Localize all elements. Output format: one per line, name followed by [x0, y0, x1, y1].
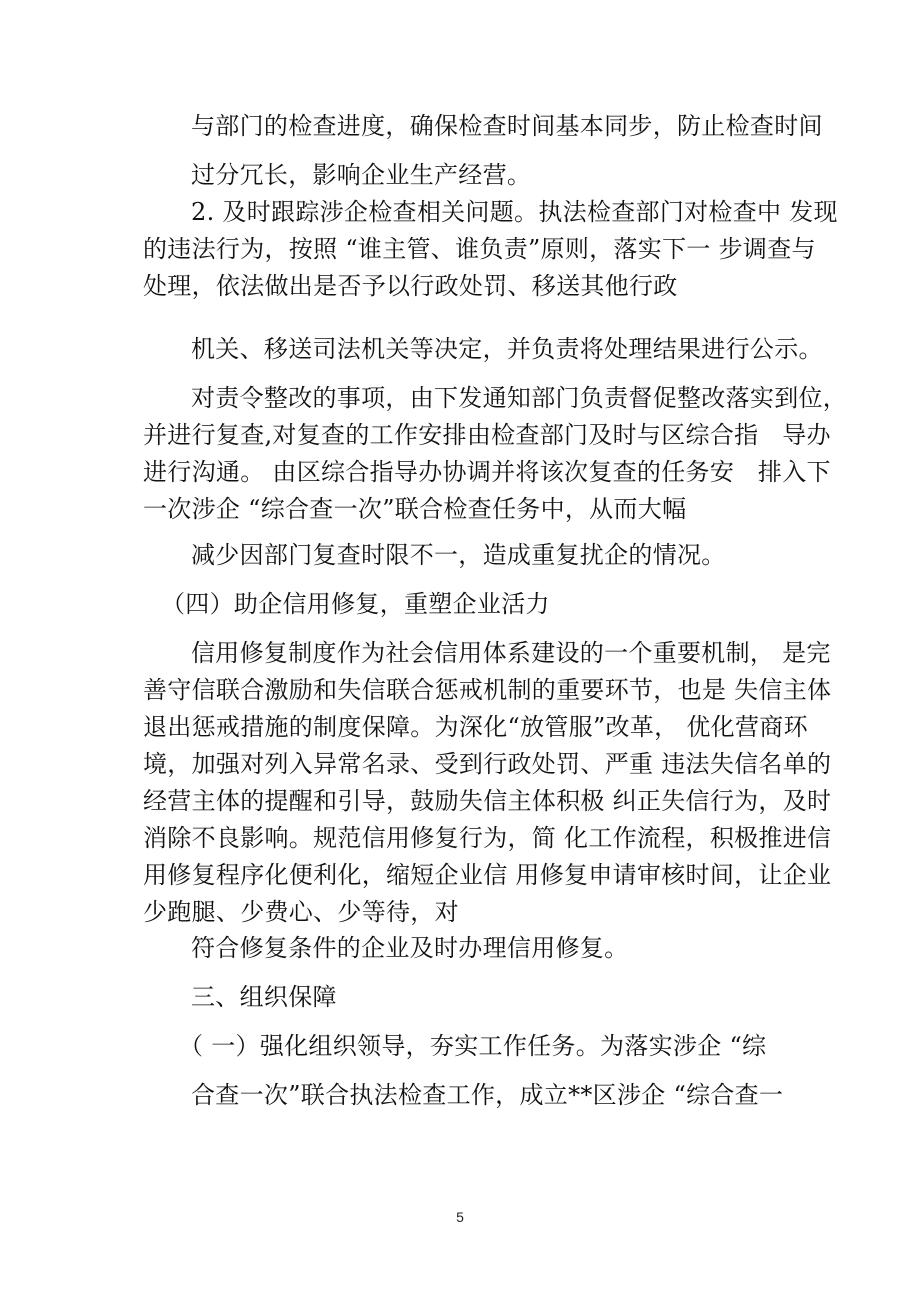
text-line: 符合修复条件的企业及时办理信用修复。: [191, 934, 629, 962]
text-line: 一次涉企 “综合查一次”联合检查任务中，从而大幅: [143, 495, 687, 523]
text-line: 进行沟通。 由区综合指导办协调并将该次复查的任务安 排入下: [143, 458, 831, 486]
text-line: 的违法行为，按照 “谁主管、谁负责”原则，落实下一 步调查与: [143, 235, 816, 263]
text-line: 退出惩戒措施的制度保障。为深化“放管服”改革， 优化营商环: [143, 713, 808, 741]
paragraph: [143, 194, 838, 305]
text-line: （ 一）强化组织领导，夯实工作任务。为落实涉企 “综: [179, 1032, 767, 1060]
text-line: 合查一次”联合执法检查工作，成立**区涉企 “综合查一: [191, 1081, 784, 1109]
paragraph: [143, 537, 783, 574]
text-line: 善守信联合激励和失信联合惩戒机制的重要环节，也是 失信主体: [143, 676, 832, 704]
section-heading: [143, 979, 783, 1016]
text-line: 境，加强对列入异常名录、受到行政处罚、严重 违法失信名单的: [143, 750, 832, 778]
text-line: 减少因部门复查时限不一，造成重复扰企的情况。: [191, 541, 726, 569]
paragraph: [143, 331, 823, 368]
text-line: 机关、移送司法机关等决定，并负责将处理结果进行公示。: [191, 335, 823, 363]
text-line: 消除不良影响。规范信用修复行为，简 化工作流程，积极推进信: [143, 824, 832, 852]
text-line: 并进行复查,对复查的工作安排由检查部门及时与区综合指 导办: [143, 421, 831, 449]
section-heading: [143, 586, 783, 623]
paragraph: [143, 108, 823, 194]
paragraph: [143, 380, 848, 528]
paragraph: [143, 1028, 783, 1114]
text-line: 处理，依法做出是否予以行政处罚、移送其他行政: [143, 272, 678, 300]
text-line: 2. 及时跟踪涉企检查相关问题。执法检查部门对检查中 发现: [191, 198, 838, 226]
text-line: 与部门的检查进度，确保检查时间基本同步，防止检查时间: [191, 112, 823, 140]
text-line: 经营主体的提醒和引导，鼓励失信主体积极 纠正失信行为，及时: [143, 787, 832, 815]
text-line: 对责令整改的事项，由下发通知部门负责督促整改落实到位，: [191, 384, 848, 412]
text-line: 三、组织保障: [191, 983, 337, 1011]
text-line: 用修复程序化便利化，缩短企业信 用修复申请审核时间，让企业: [143, 861, 832, 889]
text-line: 少跑腿、少费心、少等待，对: [143, 898, 459, 926]
text-line: （四）助企信用修复，重塑企业活力: [161, 590, 550, 618]
page-number: 5: [456, 1209, 464, 1225]
text-line: 信用修复制度作为社会信用体系建设的一个重要机制， 是完: [191, 639, 831, 667]
paragraph: [143, 930, 783, 967]
paragraph: [143, 635, 832, 931]
text-line: 过分冗长，影响企业生产经营。: [191, 161, 532, 189]
